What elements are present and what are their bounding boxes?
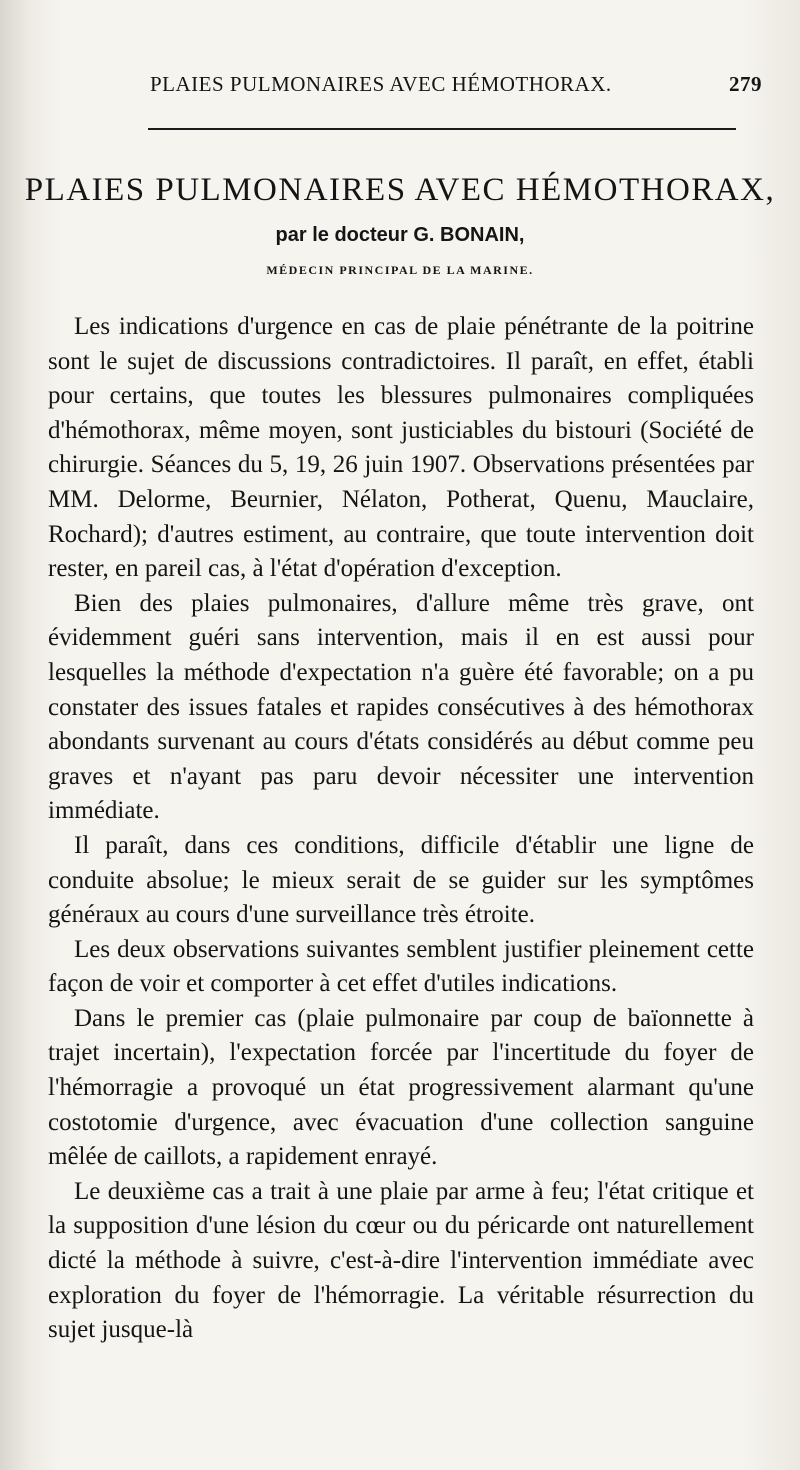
article-title: PLAIES PULMONAIRES AVEC HÉMOTHORAX,: [24, 172, 776, 208]
paragraph: Bien des plaies pulmonaires, d'allure même très grave, ont évidemment guéri sans intervention, mais il en est aussi pour lesquelles la méthode d'expectation n'a guère été favorable; on a pu constater des issues fatales et rapides consécutives à des hémothorax abondants survenant au cours d'états considérés au début comme peu graves et n'ayant pas paru devoir nécessiter une intervention immédiate.: [48, 589, 754, 825]
paragraph: Il paraît, dans ces conditions, difficile d'établir une ligne de conduite absolue; le mieux serait de se guider sur les symptômes généraux au cours d'une surveillance très étroite.: [48, 831, 754, 929]
header-rule: [148, 128, 736, 130]
running-head-title: PLAIES PULMONAIRES AVEC HÉMOTHORAX.: [150, 72, 612, 96]
article-body: [48, 310, 754, 1348]
paragraph: Les indications d'urgence en cas de plaie pénétrante de la poitrine sont le sujet de discussions contradictoires. Il paraît, en effet, établi pour certains, que toutes les blessures pulmonaires compliquées d'hémothorax, même moyen, sont justiciables du bistouri (Société de chirurgie. Séances du 5, 19, 26 juin 1907. Observations présentées par MM. Delorme, Beurnier, Nélaton, Potherat, Quenu, Mauclaire, Rochard); d'autres estiment, au contraire, que toute intervention doit rester, en pareil cas, à l'état d'opération d'exception.: [48, 313, 754, 583]
paragraph: Dans le premier cas (plaie pulmonaire par coup de baïonnette à trajet incertain), l'expectation forcée par l'incertitude du foyer de l'hémorragie a provoqué un état progressivement alarmant qu'une costotomie d'urgence, avec évacuation d'une collection sanguine mêlée de caillots, a rapidement enrayé.: [48, 1004, 754, 1171]
page-number: 279: [729, 72, 762, 96]
author-affiliation: MÉDECIN PRINCIPAL DE LA MARINE.: [266, 263, 534, 277]
paragraph: Le deuxième cas a trait à une plaie par arme à feu; l'état critique et la supposition d'une lésion du cœur ou du péricarde ont naturellement dicté la méthode à suivre, c'est-à-dire l'intervention immédiate avec exploration du foyer de l'hémorragie. La véritable résurrection du sujet jusque-là: [48, 1177, 754, 1344]
paragraph: Les deux observations suivantes semblent justifier pleinement cette façon de voir et comporter à cet effet d'utiles indications.: [48, 935, 754, 998]
article-author: par le docteur G. BONAIN,: [275, 224, 525, 246]
